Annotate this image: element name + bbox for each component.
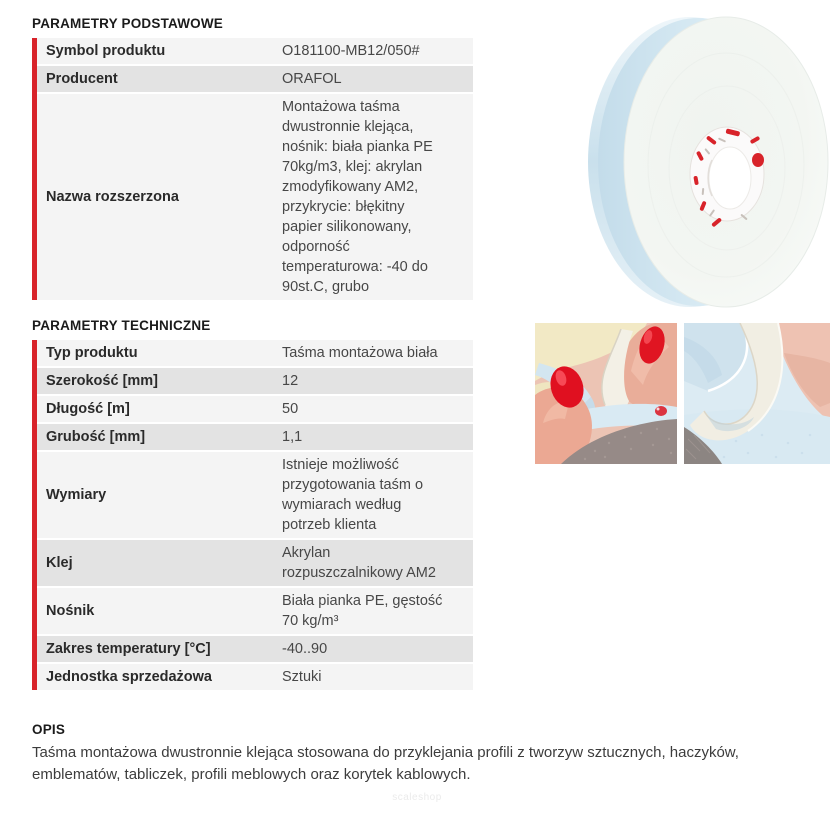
table-row-thickness <box>37 424 473 452</box>
basic-parameters-title: PARAMETRY PODSTAWOWE <box>32 16 224 31</box>
row-label: Szerokość [mm] <box>46 373 159 389</box>
row-value: Taśma montażowa biała <box>282 345 438 361</box>
table-row-carrier <box>37 588 473 636</box>
table-row-extended-name <box>37 94 473 300</box>
table-row-width <box>37 368 473 396</box>
row-value: O181100-MB12/050# <box>282 43 420 59</box>
row-label: Symbol produktu <box>46 43 166 59</box>
row-value: Montażowa taśma dwustronnie klejąca, nośnik: biała pianka PE 70kg/m3, klej: akrylan zmodyfikowany AM2, przykrycie: błękitny papier silikonowany, odporność temperaturowa: -40 do 90st.C, grubo <box>282 99 433 295</box>
row-value: 12 <box>282 373 299 389</box>
table-row-dimensions <box>37 452 473 540</box>
row-label: Klej <box>46 555 73 571</box>
row-value: 1,1 <box>282 429 303 445</box>
table-row-producer <box>37 66 473 94</box>
row-label: Grubość [mm] <box>46 429 146 445</box>
row-label: Nazwa rozszerzona <box>46 189 179 205</box>
row-label: Wymiary <box>46 487 107 503</box>
row-value: Istnieje możliwość przygotowania taśm o wymiarach według potrzeb klienta <box>282 457 424 533</box>
tape-peeling-photo-fingers <box>535 323 677 464</box>
row-value: ORAFOL <box>282 71 342 87</box>
technical-parameters-section <box>32 318 473 690</box>
description-title: OPIS <box>32 722 66 737</box>
row-label: Typ produktu <box>46 345 138 361</box>
tape-roll-photo <box>530 8 834 308</box>
table-row-sales-unit <box>37 664 473 690</box>
basic-parameters-section <box>32 16 473 300</box>
table-row-temperature-range <box>37 636 473 664</box>
row-value: Biała pianka PE, gęstość 70 kg/m³ <box>282 593 443 629</box>
row-value: Sztuki <box>282 669 322 685</box>
description-text: Taśma montażowa dwustronnie klejąca stosowana do przyklejania profili z tworzyw sztucznych, haczyków, emblematów, tabliczek, profili meblowych oraz korytek kablowych. <box>32 744 739 783</box>
table-row-product-type <box>37 340 473 368</box>
table-row-length <box>37 396 473 424</box>
technical-parameters-table <box>32 340 473 690</box>
row-label: Nośnik <box>46 603 95 619</box>
row-label: Jednostka sprzedażowa <box>46 669 212 685</box>
peel-right-illustration <box>684 323 830 464</box>
basic-parameters-table <box>32 38 473 300</box>
tape-peeling-photo-closeup <box>684 323 830 464</box>
technical-parameters-title: PARAMETRY TECHNICZNE <box>32 318 211 333</box>
description-section <box>32 722 808 786</box>
row-label: Producent <box>46 71 118 87</box>
row-label: Zakres temperatury [°C] <box>46 641 211 657</box>
row-value: 50 <box>282 401 299 417</box>
watermark: scaleshop <box>392 792 442 803</box>
tape-roll-illustration <box>530 8 834 308</box>
row-value: -40..90 <box>282 641 328 657</box>
table-row-symbol <box>37 38 473 66</box>
row-label: Długość [m] <box>46 401 130 417</box>
row-value: Akrylan rozpuszczalnikowy AM2 <box>282 545 436 581</box>
peel-left-illustration <box>535 323 677 464</box>
table-row-adhesive <box>37 540 473 588</box>
